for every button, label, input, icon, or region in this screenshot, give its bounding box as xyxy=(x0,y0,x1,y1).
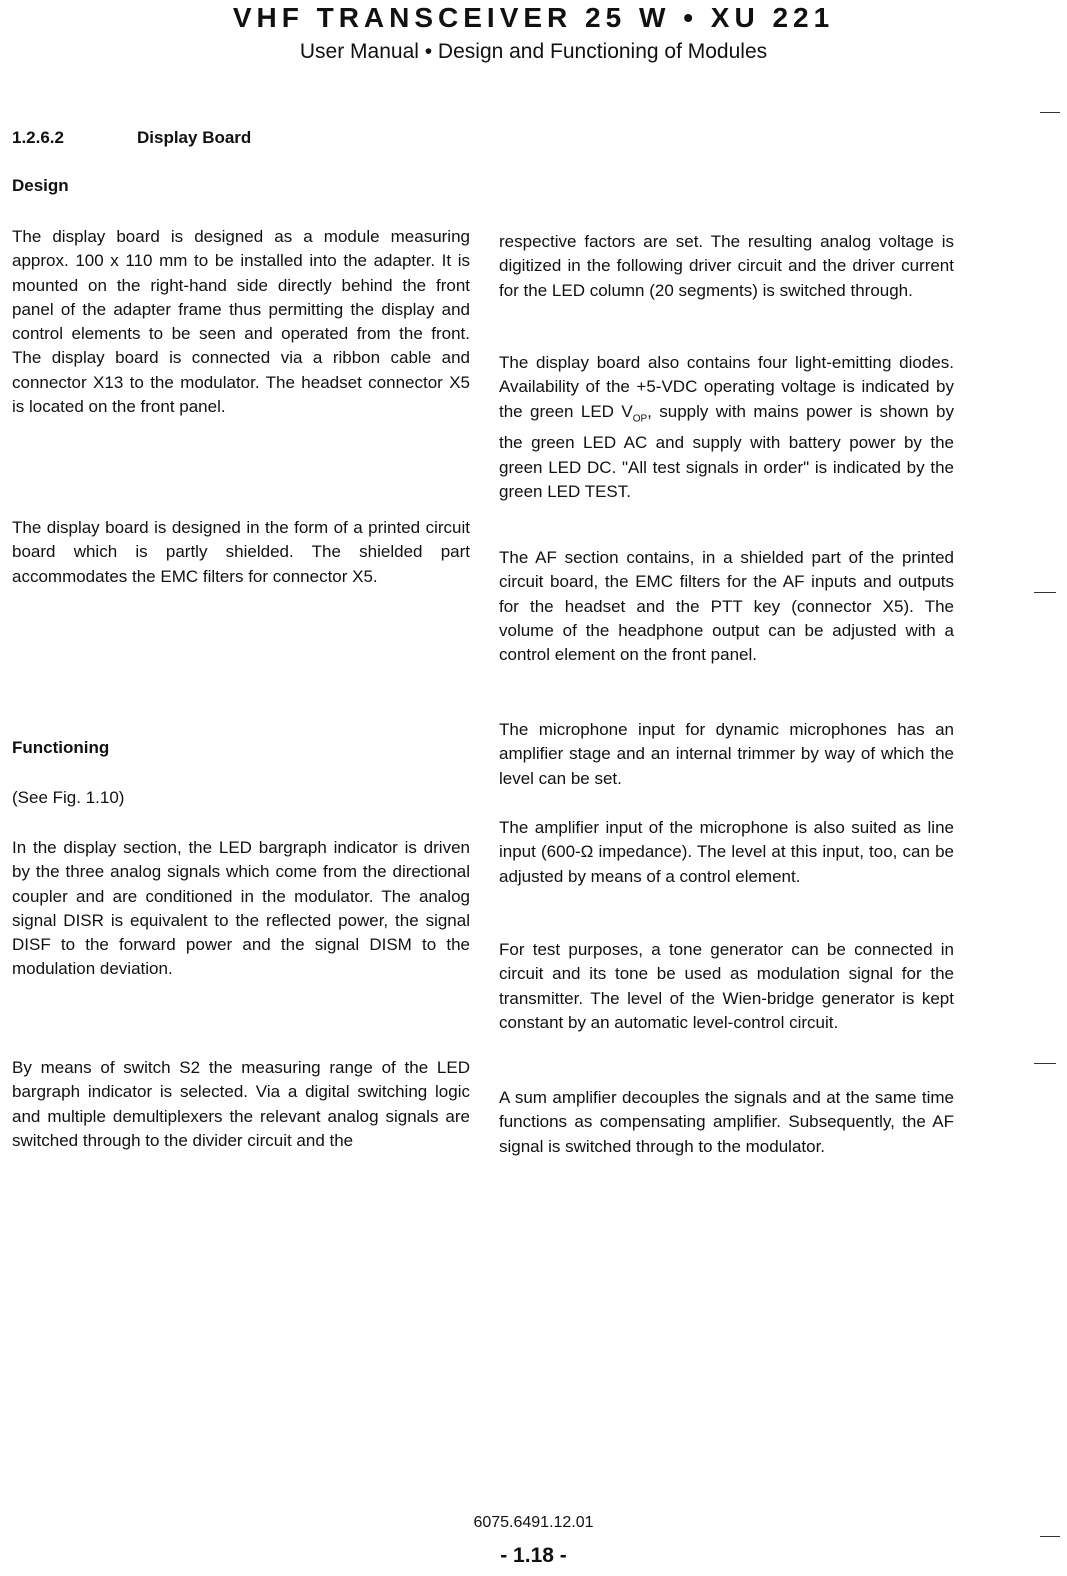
right-paragraph-7: A sum amplifier decouples the signals and at the same time functions as compensating amplifier. Subsequently, the AF signal is switched through to the modulator. xyxy=(499,1088,954,1156)
right-paragraph-2-start: The display board also contains four light-emitting diodes. Availability of the +5-VDC operating voltage is indicated by the green LED V xyxy=(499,353,954,421)
page-number: - 1.18 - xyxy=(500,1544,567,1567)
document-number: 6075.6491.12.01 xyxy=(473,1514,594,1531)
section-title: Display Board xyxy=(137,128,252,147)
figure-reference: (See Fig. 1.10) xyxy=(12,788,125,807)
margin-mark xyxy=(1040,1536,1060,1537)
margin-mark xyxy=(1034,592,1056,593)
document-subtitle: User Manual • Design and Functioning of Modules xyxy=(299,40,768,63)
right-paragraph-2-end: , supply with mains power is shown by the green LED AC and supply with battery power by the green LED DC. "All test signals in order" is indicated by the green LED TEST. xyxy=(499,401,954,501)
right-paragraph-6: For test purposes, a tone generator can be connected in circuit and its tone be used as modulation signal for the transmitter. The level of the Wien-bridge generator is kept constant by an automatic level-control circuit. xyxy=(499,940,954,1032)
left-paragraph-2: The display board is designed in the form of a printed circuit board which is partly shielded. The shielded part accommodates the EMC filters for connector X5. xyxy=(12,518,470,586)
document-title: VHF TRANSCEIVER 25 W • XU 221 xyxy=(232,2,835,33)
right-paragraph-4: The microphone input for dynamic microphones has an amplifier stage and an internal trimmer by way of which the level can be set. xyxy=(499,720,954,788)
functioning-heading: Functioning xyxy=(12,738,110,757)
op-subscript: OP xyxy=(632,412,648,424)
margin-mark xyxy=(1034,1063,1056,1064)
right-paragraph-2 xyxy=(499,351,954,504)
right-paragraph-1: respective factors are set. The resulting analog voltage is digitized in the following driver circuit and the driver current for the LED column (20 segments) is switched through. xyxy=(499,232,954,300)
right-paragraph-5: The amplifier input of the microphone is also suited as line input (600-Ω impedance). The level at this input, too, can be adjusted by means of a control element. xyxy=(499,818,954,886)
left-paragraph-4: By means of switch S2 the measuring range of the LED bargraph indicator is selected. Via a digital switching logic and multiple demultiplexers the relevant analog signals are switched through to the divider circuit and the xyxy=(12,1058,470,1150)
section-number: 1.2.6.2 xyxy=(12,128,64,147)
design-heading: Design xyxy=(12,176,69,195)
right-paragraph-3: The AF section contains, in a shielded part of the printed circuit board, the EMC filters for the AF inputs and outputs for the headset and the PTT key (connector X5). The volume of the headphone output can be adjusted with a control element on the front panel. xyxy=(499,548,954,665)
left-paragraph-1: The display board is designed as a module measuring approx. 100 x 110 mm to be installed into the adapter. It is mounted on the right-hand side directly behind the front panel of the adapter frame thus permitting the display and control elements to be seen and operated from the front. The display board is connected via a ribbon cable and connector X13 to the modulator. The headset connector X5 is located on the front panel. xyxy=(12,227,470,417)
margin-mark xyxy=(1040,112,1060,113)
left-paragraph-3: In the display section, the LED bargraph indicator is driven by the three analog signals which come from the directional coupler and are conditioned in the modulator. The analog signal DISR is equivalent to the reflected power, the signal DISF to the forward power and the signal DISM to the modulation deviation. xyxy=(12,838,470,979)
